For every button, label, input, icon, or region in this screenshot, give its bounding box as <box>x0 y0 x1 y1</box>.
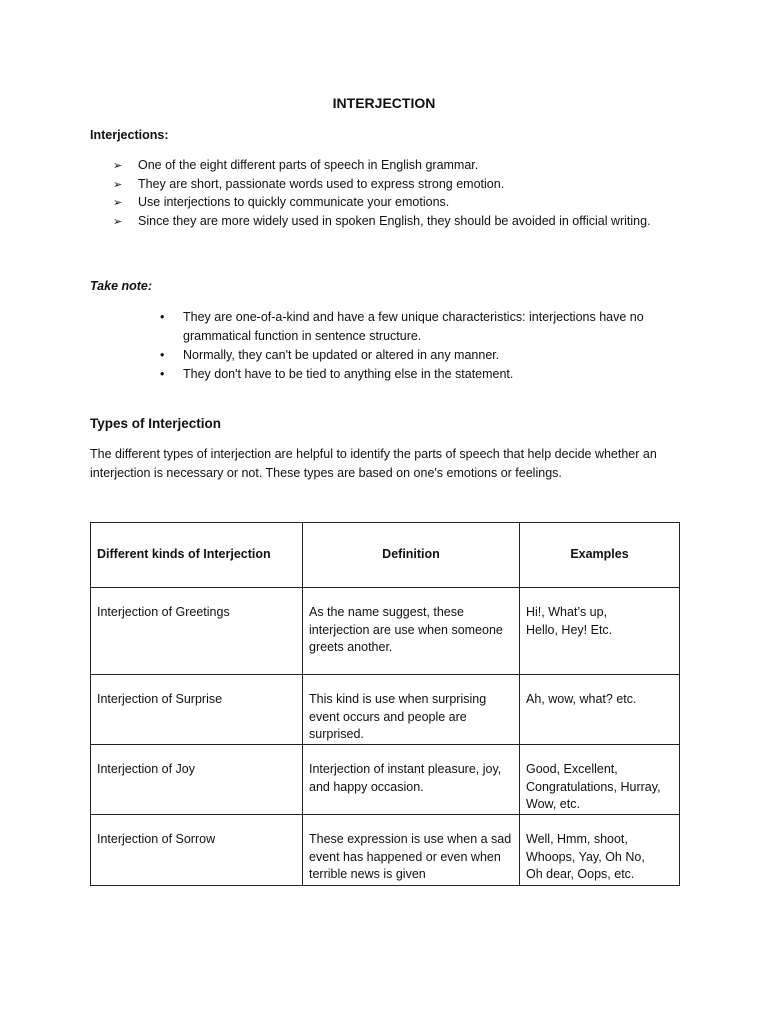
list-item <box>113 212 651 231</box>
take-note-list <box>160 308 680 384</box>
interjections-heading: Interjections: <box>90 128 169 142</box>
list-item <box>113 175 651 194</box>
list-item-text: They are one-of-a-kind and have a few unique characteristics: interjections have no grammatical function in sentence structure. <box>183 310 644 343</box>
take-note-heading: Take note: <box>90 279 153 293</box>
arrow-bullet-icon: ➢ <box>113 215 123 228</box>
cell-definition: As the name suggest, these interjection are use when someone greets another. <box>303 588 520 675</box>
cell-examples: Hi!, What’s up, Hello, Hey! Etc. <box>520 588 680 675</box>
list-item <box>113 193 651 212</box>
list-item <box>113 156 651 175</box>
page-title: INTERJECTION <box>332 95 436 111</box>
table-row <box>91 745 680 815</box>
list-item-text: They are short, passionate words used to express strong emotion. <box>138 176 505 191</box>
cell-examples: Good, Excellent, Congratulations, Hurray, Wow, etc. <box>520 745 680 815</box>
list-item-text: Normally, they can't be updated or altered in any manner. <box>183 348 500 362</box>
header-examples: Examples <box>520 523 680 588</box>
bullet-icon: • <box>160 310 165 324</box>
list-item <box>160 308 680 346</box>
list-item <box>160 346 680 365</box>
cell-kind: Interjection of Joy <box>91 745 303 815</box>
cell-kind: Interjection of Greetings <box>91 588 303 675</box>
list-item <box>160 365 680 384</box>
arrow-bullet-icon: ➢ <box>113 197 123 209</box>
definition-list <box>113 156 651 230</box>
table-row <box>91 588 680 675</box>
bullet-icon: • <box>160 367 165 381</box>
header-definition: Definition <box>303 523 520 588</box>
arrow-bullet-icon: ➢ <box>113 178 123 191</box>
cell-kind: Interjection of Surprise <box>91 675 303 745</box>
cell-definition: This kind is use when surprising event occurs and people are surprised. <box>303 675 520 745</box>
table-header-row <box>91 523 680 588</box>
types-paragraph: The different types of interjection are helpful to identify the parts of speech that help decide whether an interjection is necessary or not. These types are based on one's emotions or feelings. <box>90 447 657 480</box>
header-kind: Different kinds of Interjection <box>91 523 303 588</box>
list-item-text: Use interjections to quickly communicate your emotions. <box>138 195 450 209</box>
arrow-bullet-icon: ➢ <box>113 160 123 172</box>
cell-examples: Ah, wow, what? etc. <box>520 675 680 745</box>
types-heading: Types of Interjection <box>90 416 222 431</box>
table-row <box>91 815 680 886</box>
bullet-icon: • <box>160 348 165 362</box>
table-row <box>91 675 680 745</box>
cell-definition: Interjection of instant pleasure, joy, and happy occasion. <box>303 745 520 815</box>
interjection-table <box>90 522 680 886</box>
cell-kind: Interjection of Sorrow <box>91 815 303 886</box>
list-item-text: Since they are more widely used in spoken English, they should be avoided in official writing. <box>138 213 651 228</box>
list-item-text: They don't have to be tied to anything else in the statement. <box>183 367 514 381</box>
cell-examples: Well, Hmm, shoot, Whoops, Yay, Oh No, Oh dear, Oops, etc. <box>520 815 680 886</box>
cell-definition: These expression is use when a sad event has happened or even when terrible news is given <box>303 815 520 886</box>
list-item-text: One of the eight different parts of speech in English grammar. <box>138 158 479 172</box>
